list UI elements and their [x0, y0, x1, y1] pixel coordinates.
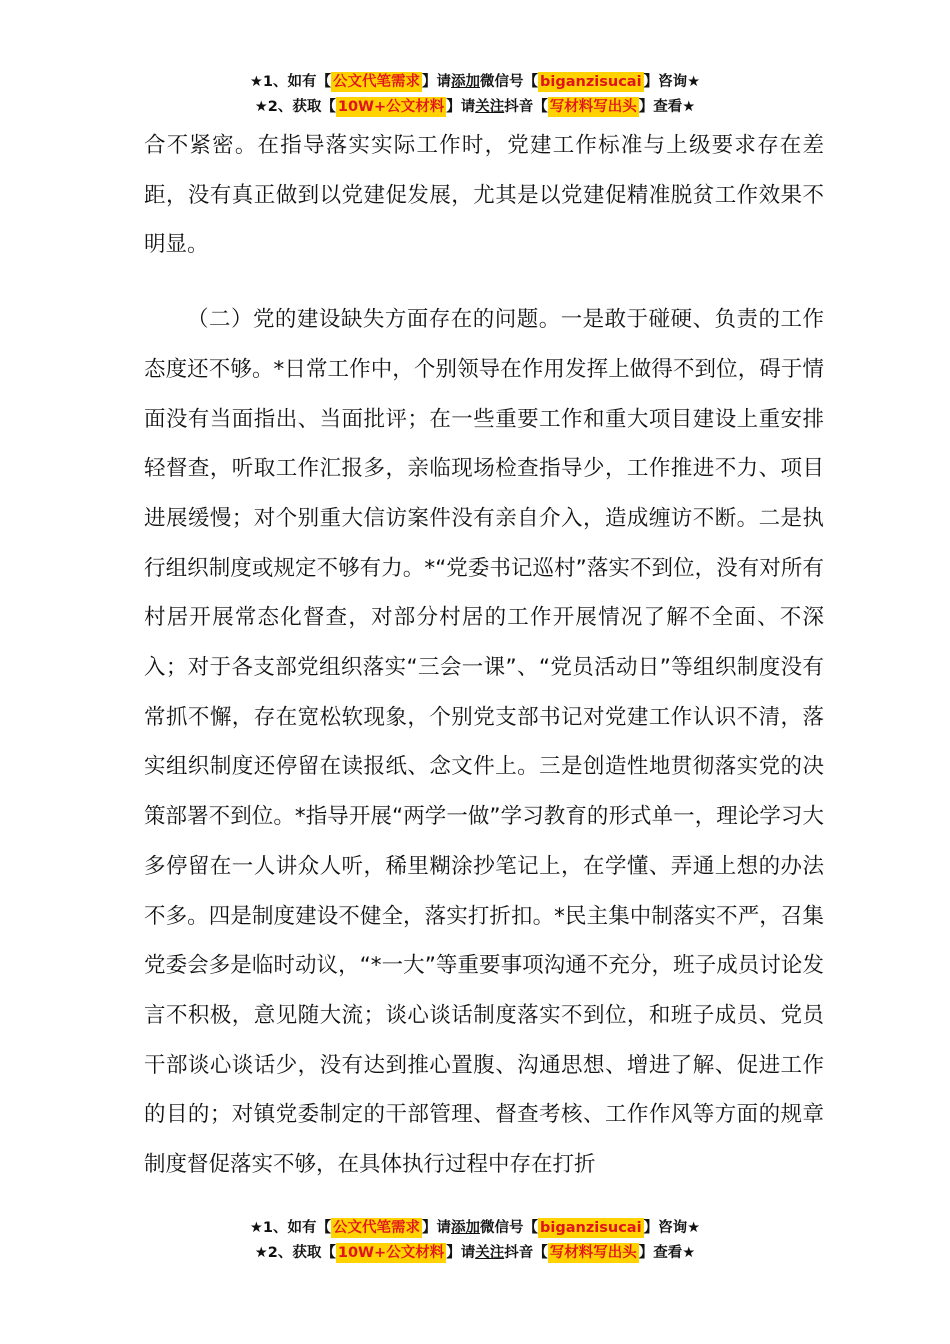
footer-banner [0, 1216, 950, 1266]
header-highlight-materials: 10W+公文材料 [337, 99, 445, 115]
header-banner [0, 70, 950, 120]
footer-banner-line-2: ★2、获取【 10W+公文材料 】请关注抖音【 写材料写出头 】查看★ [254, 1245, 696, 1261]
footer-highlight-douyin: 写材料写出头 [549, 1245, 637, 1261]
header-banner-line-1: ★1、如有【 公文代笔需求 】请添加微信号【 biganzisucai 】咨询★ [249, 74, 701, 90]
document-body [144, 121, 824, 1190]
paragraph-continued: 合不紧密。在指导落实实际工作时，党建工作标准与上级要求存在差距，没有真正做到以党建促发展，尤其是以党建促精准脱贫工作效果不明显。 [144, 133, 824, 258]
header-highlight-wechat-id: biganzisucai [540, 74, 642, 90]
footer-banner-line-1: ★1、如有【 公文代笔需求 】请添加微信号【 biganzisucai 】咨询★ [249, 1220, 701, 1236]
header-highlight-douyin: 写材料写出头 [549, 99, 637, 115]
footer-highlight-wechat-id: biganzisucai [540, 1220, 642, 1236]
footer-highlight-materials: 10W+公文材料 [337, 1245, 445, 1261]
header-highlight-ghostwriting: 公文代笔需求 [333, 74, 421, 90]
header-banner-line-2: ★2、获取【 10W+公文材料 】请关注抖音【 写材料写出头 】查看★ [254, 99, 696, 115]
footer-highlight-ghostwriting: 公文代笔需求 [333, 1220, 421, 1236]
paragraph-party-building-issues: （二）党的建设缺失方面存在的问题。一是敢于碰硬、负责的工作态度还不够。*日常工作中，个别领导在作用发挥上做得不到位，碍于情面没有当面指出、当面批评；在一些重要工作和重大项目建设上重安排轻督查，听取工作汇报多，亲临现场检查指导少，工作推进不力、项目进展缓慢；对个别重大信访案件没有亲自介入，造成缠访不断。二是执行组织制度或规定不够有力。*“党委书记巡村”落实不到位，没有对所有村居开展常态化督查，对部分村居的工作开展情况了解不全面、不深入；对于各支部党组织落实“三会一课”、“党员活动日”等组织制度没有常抓不懈，存在宽松软现象，个别党支部书记对党建工作认识不清，落实组织制度还停留在读报纸、念文件上。三是创造性地贯彻落实党的决策部署不到位。*指导开展“两学一做”学习教育的形式单一，理论学习大多停留在一人讲众人听，稀里糊涂抄笔记上，在学懂、弄通上想的办法不多。四是制度建设不健全，落实打折扣。*民主集中制落实不严，召集党委会多是临时动议，“*一大”等重要事项沟通不充分，班子成员讨论发言不积极，意见随大流；谈心谈话制度落实不到位，和班子成员、党员干部谈心谈话少，没有达到推心置腹、沟通思想、增进了解、促进工作的目的；对镇党委制定的干部管理、督查考核、工作作风等方面的规章制度督促落实不够，在具体执行过程中存在打折 [144, 307, 824, 1178]
